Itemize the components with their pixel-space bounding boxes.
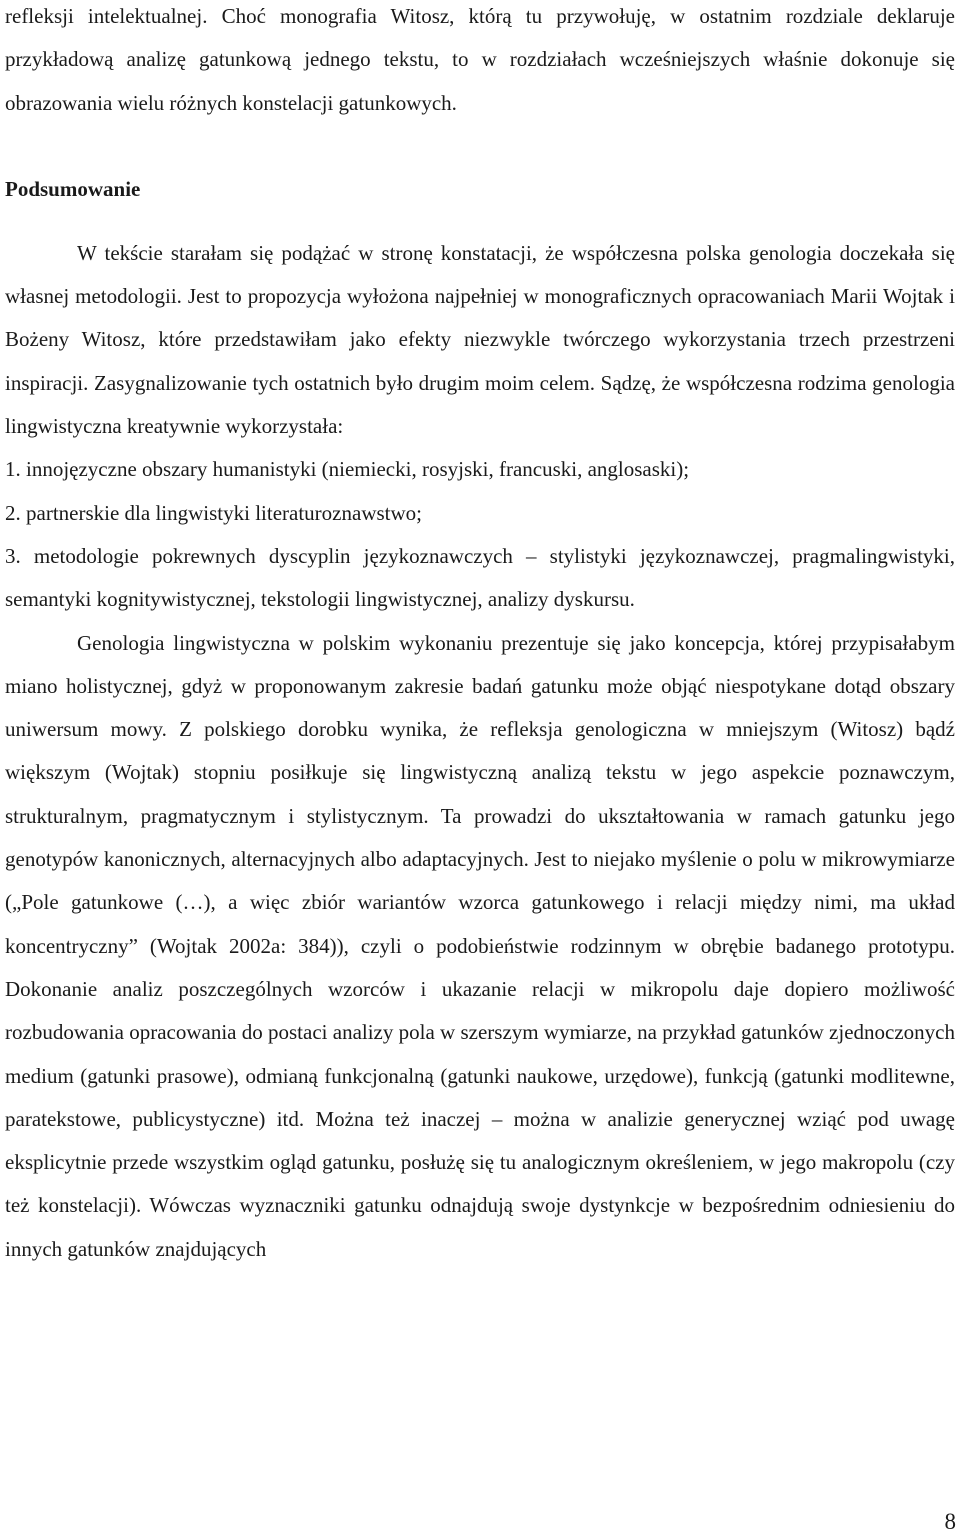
section-heading: Podsumowanie bbox=[5, 176, 141, 201]
list-item-3: 3. metodologie pokrewnych dyscyplin językoznawczych – stylistyki językoznawczej, pragmalingwistyki, semantyki kognitywistycznej, tekstologii lingwistycznej, analizy dyskursu. bbox=[5, 543, 955, 612]
list-item-1: 1. innojęzyczne obszary humanistyki (niemiecki, rosyjski, francuski, anglosaski); bbox=[5, 457, 690, 482]
summary-paragraph: W tekście starałam się podążać w stronę konstatacji, że współczesna polska genologia doczekała się własnej metodologii. Jest to propozycja wyłożona najpełniej w monograficznych opracowaniach Marii Wojtak i Bożeny Witosz, które przedstawiłam jako efekty niezwykle twórczego wykorzystania trzech przestrzeni inspiracji. Zasygnalizowanie tych ostatnich było drugim moim celem. Sądzę, że współczesna rodzima genologia lingwistyczna kreatywnie wykorzystała: bbox=[5, 240, 955, 439]
intro-paragraph: refleksji intelektualnej. Choć monografia Witosz, którą tu przywołuję, w ostatnim rozdziale deklaruje przykładową analizę gatunkową jednego tekstu, to w rozdziałach wcześniejszych właśnie dokonuje się obrazowania wielu różnych konstelacji gatunkowych. bbox=[5, 4, 955, 115]
document-page bbox=[5, 0, 955, 1271]
closing-paragraph: Genologia lingwistyczna w polskim wykonaniu prezentuje się jako koncepcja, której przypisałabym miano holistycznej, gdyż w proponowanym zakresie badań gatunku może objąć niespotykane dotąd obszary uniwersum mowy. Z polskiego dorobku wynika, że refleksja genologiczna w mniejszym (Witosz) bądź większym (Wojtak) stopniu posiłkuje się lingwistyczną analizą tekstu w jego aspekcie poznawczym, strukturalnym, pragmatycznym i stylistycznym. Ta prowadzi do ukształtowania w ramach gatunku jego genotypów kanonicznych, alternacyjnych albo adaptacyjnych. Jest to niejako myślenie o polu w mikrowymiarze („Pole gatunkowe (…), a więc zbiór wariantów wzorca gatunkowego i relacji między nimi, ma układ koncentryczny” (Wojtak 2002a: 384)), czyli o podobieństwie rodzinnym w obrębie badanego prototypu. Dokonanie analiz poszczególnych wzorców i ukazanie relacji w mikropolu daje dopiero możliwość rozbudowania opracowania do postaci analizy pola w szerszym wymiarze, na przykład gatunków zjednoczonych medium (gatunki prasowe), odmianą funkcjonalną (gatunki naukowe, urzędowe), funkcją (gatunki modlitewne, paratekstowe, publicystyczne) itd. Można też inaczej – można w analizie generycznej wziąć pod uwagę eksplicytnie przede wszystkim ogląd gatunku, posłużę się tu analogicznym określeniem, w jego makropolu (czy też konstelacji). Wówczas wyznaczniki gatunku odnajdują swoje dystynkcje w bezpośrednim odniesieniu do innych gatunków znajdujących bbox=[5, 630, 955, 1261]
list-item-2: 2. partnerskie dla lingwistyki literaturoznawstwo; bbox=[5, 500, 422, 525]
page-number: 8 bbox=[944, 1509, 956, 1534]
